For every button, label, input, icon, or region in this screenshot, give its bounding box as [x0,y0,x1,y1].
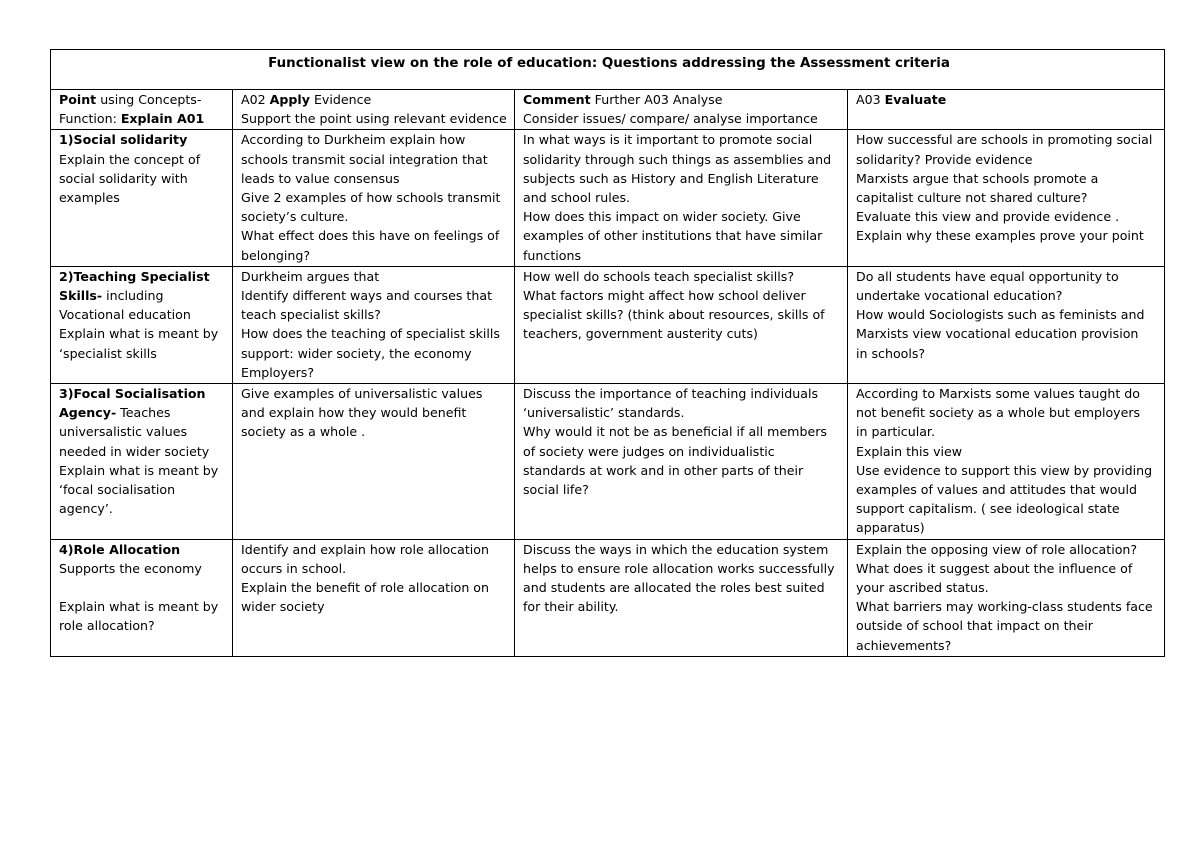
point-heading-suffix: Teaches [116,405,171,421]
evaluate-line: Explain why these examples prove your point [856,228,1144,244]
criteria-table [50,49,1165,657]
comment-line: for their ability. [523,599,619,615]
evaluate-cell [848,266,1165,383]
point-line [59,578,227,597]
point-line: Explain what is meant by [59,599,219,615]
apply-line: Give examples of universalistic values [241,386,483,402]
header-row [51,90,1165,130]
comment-line: In what ways is it important to promote social [523,132,813,148]
apply-line: support: wider society, the economy [241,345,472,361]
header-apply-text: A02 [241,92,270,107]
point-line: Vocational education [59,307,191,323]
apply-cell [233,266,515,383]
comment-line: How well do schools teach specialist skills? [523,268,795,284]
evaluate-line: Evaluate this view and provide evidence . [856,209,1120,225]
point-heading: 2)Teaching Specialist [59,268,210,284]
evaluate-line: not benefit society as a whole but employers [856,405,1141,421]
comment-line: teachers, government austerity cuts) [523,326,758,342]
evaluate-line: What barriers may working-class students face [856,599,1153,615]
title-row [51,50,1165,90]
header-comment [515,90,848,130]
comment-cell [515,266,848,383]
comment-line: social life? [523,482,589,498]
header-comment-bold: Comment [523,92,591,107]
header-evaluate-text: A03 [856,92,885,107]
apply-cell [233,130,515,266]
evaluate-cell [848,130,1165,266]
apply-line: Employers? [241,364,315,380]
evaluate-line: Explain this view [856,443,963,459]
evaluate-line: Use evidence to support this view by providing [856,462,1153,478]
evaluate-line: Marxists view vocational education provision [856,326,1139,342]
apply-line: and explain how they would benefit [241,405,467,421]
point-cell [51,384,233,540]
evaluate-line: Explain the opposing view of role allocation? [856,541,1138,557]
table-row [51,266,1165,383]
apply-line: belonging? [241,247,311,263]
point-line: needed in wider society [59,443,210,459]
header-apply [233,90,515,130]
comment-line: and school rules. [523,190,631,206]
evaluate-line: your ascribed status. [856,580,989,596]
document-title: Functionalist view on the role of education: Questions addressing the Assessment criteria [51,50,1165,90]
header-point [51,90,233,130]
point-cell [51,266,233,383]
comment-cell [515,539,848,656]
evaluate-line: solidarity? Provide evidence [856,151,1033,167]
point-line: ‘specialist skills [59,345,157,361]
point-line: Supports the economy [59,560,202,576]
header-apply-line2: Support the point using relevant evidence [241,111,507,127]
comment-line: solidarity through such things as assemblies and [523,151,832,167]
point-heading-suffix: including [102,288,164,304]
apply-line: leads to value consensus [241,170,400,186]
evaluate-line: Do all students have equal opportunity to [856,268,1119,284]
point-line: examples [59,190,120,206]
apply-line: teach specialist skills? [241,307,381,323]
header-evaluate-bold: Evaluate [884,92,947,107]
comment-line: How does this impact on wider society. Give [523,209,801,225]
header-comment-text: Further A03 Analyse [590,92,723,107]
comment-line: standards at work and in other parts of their [523,462,804,478]
point-line: ‘focal socialisation [59,482,176,498]
evaluate-line: undertake vocational education? [856,288,1063,304]
point-line: role allocation? [59,618,155,634]
evaluate-line: How would Sociologists such as feminists and [856,307,1145,323]
comment-line: Why would it not be as beneficial if all members [523,424,827,440]
comment-line: subjects such as History and English Literature [523,170,819,186]
header-point-bold2: Explain A01 [120,111,205,127]
apply-line: society as a whole . [241,424,366,440]
point-line: social solidarity with [59,170,188,186]
apply-line: wider society [241,599,325,615]
apply-line: schools transmit social integration that [241,151,488,167]
evaluate-cell [848,539,1165,656]
apply-line: society’s culture. [241,209,349,225]
point-cell [51,539,233,656]
header-point-bold: Point [59,92,97,107]
header-evaluate [848,90,1165,130]
header-point-text: using Concepts- [96,92,202,107]
evaluate-line: How successful are schools in promoting social [856,132,1153,148]
comment-line: What factors might affect how school deliver [523,288,806,304]
point-line: agency’. [59,501,113,517]
apply-cell [233,539,515,656]
point-heading: 1)Social solidarity [59,132,188,148]
apply-line: According to Durkheim explain how [241,132,466,148]
point-heading-cont: Skills- [59,288,103,304]
comment-line: and students are allocated the roles best suited [523,580,825,596]
table-body [51,130,1165,656]
point-heading: 4)Role Allocation [59,541,181,557]
evaluate-line: examples of values and attitudes that would [856,482,1137,498]
evaluate-line: in particular. [856,424,935,440]
comment-line: ‘universalistic’ standards. [523,405,685,421]
evaluate-line: capitalist culture not shared culture? [856,190,1088,206]
comment-line: of society were judges on individualistic [523,443,775,459]
point-heading-cont: Agency- [59,405,117,421]
apply-line: Durkheim argues that [241,268,380,284]
header-point-text2: Function: [59,111,121,127]
table-row [51,130,1165,266]
evaluate-line: achievements? [856,637,952,653]
comment-line: Discuss the importance of teaching individuals [523,386,819,402]
apply-line: How does the teaching of specialist skills [241,326,500,342]
evaluate-cell [848,384,1165,540]
comment-cell [515,384,848,540]
comment-line: specialist skills? (think about resources, skills of [523,307,825,323]
comment-line: Discuss the ways in which the education system [523,541,829,557]
table-row [51,384,1165,540]
point-line: Explain the concept of [59,151,201,167]
header-apply-text2: Evidence [309,92,372,107]
evaluate-line: apparatus) [856,520,925,536]
comment-cell [515,130,848,266]
point-line: Explain what is meant by [59,462,219,478]
apply-line: Give 2 examples of how schools transmit [241,190,501,206]
evaluate-line: Marxists argue that schools promote a [856,170,1099,186]
apply-line: Identify different ways and courses that [241,288,493,304]
point-line: Explain what is meant by [59,326,219,342]
apply-line: What effect does this have on feelings of [241,228,500,244]
point-cell [51,130,233,266]
comment-line: examples of other institutions that have similar [523,228,823,244]
evaluate-line: in schools? [856,345,926,361]
point-heading: 3)Focal Socialisation [59,386,206,402]
comment-line: functions [523,247,582,263]
evaluate-line: According to Marxists some values taught do [856,386,1140,402]
header-apply-bold: Apply [269,92,310,107]
evaluate-line: outside of school that impact on their [856,618,1093,634]
apply-line: occurs in school. [241,560,347,576]
point-line: universalistic values [59,424,188,440]
apply-line: Explain the benefit of role allocation on [241,580,489,596]
evaluate-line: What does it suggest about the influence of [856,560,1133,576]
apply-line: Identify and explain how role allocation [241,541,489,557]
header-comment-line2: Consider issues/ compare/ analyse importance [523,111,818,127]
comment-line: helps to ensure role allocation works successfully [523,560,835,576]
evaluate-line: support capitalism. ( see ideological state [856,501,1120,517]
table-row [51,539,1165,656]
apply-cell [233,384,515,540]
